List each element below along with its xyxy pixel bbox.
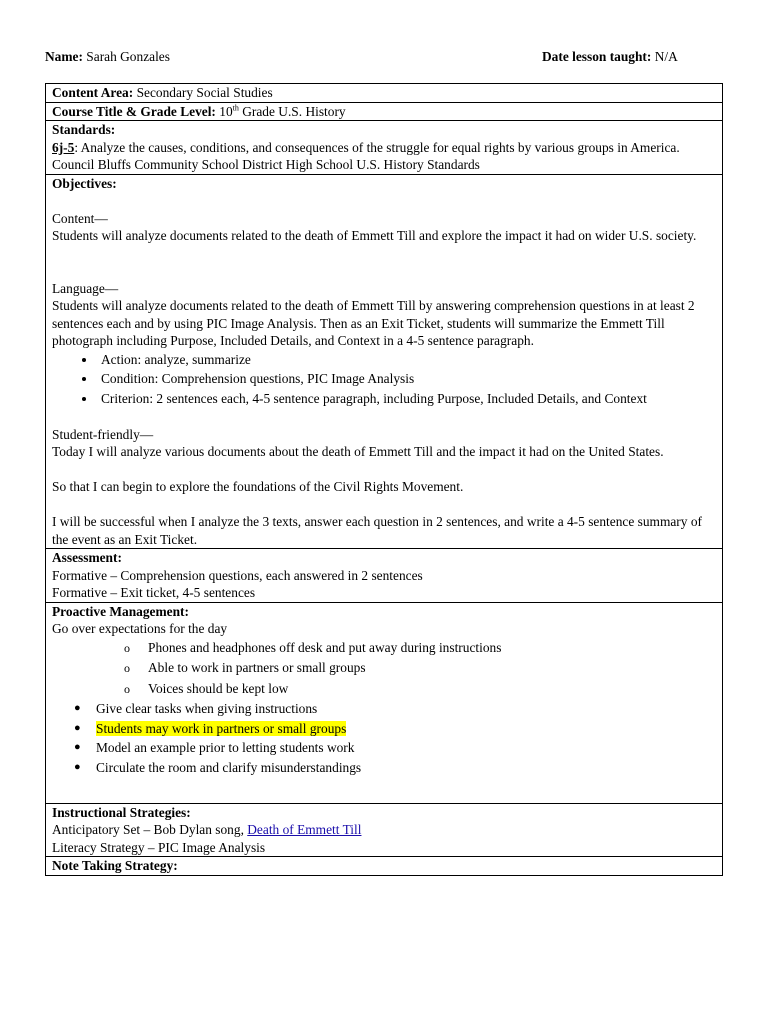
assessment-cell bbox=[46, 549, 723, 603]
management-list bbox=[52, 699, 716, 777]
student-friendly-heading: Student-friendly— bbox=[52, 426, 154, 442]
course-value: Grade U.S. History bbox=[242, 103, 346, 119]
course-grade-sup: th bbox=[232, 103, 239, 113]
standards-source: Council Bluffs Community School District High School U.S. History Standards bbox=[52, 157, 480, 172]
note-taking-row bbox=[46, 857, 723, 876]
list-item: • Action: analyze, summarize bbox=[97, 350, 716, 370]
proactive-management-row bbox=[46, 602, 723, 803]
date-label: Date lesson taught: bbox=[542, 49, 652, 64]
standards-cell bbox=[46, 121, 723, 175]
objectives-label: Objectives: bbox=[52, 175, 117, 191]
anticipatory-prefix: Anticipatory Set – Bob Dylan song, bbox=[52, 822, 248, 837]
death-of-emmett-till-link[interactable]: Death of Emmett Till bbox=[247, 822, 362, 837]
content-area-row bbox=[46, 84, 723, 103]
expectations-list bbox=[52, 638, 716, 700]
note-taking-cell bbox=[46, 857, 723, 876]
instructional-label: Instructional Strategies: bbox=[52, 804, 191, 820]
standards-code: 6j-5 bbox=[52, 139, 75, 155]
assessment-label: Assessment: bbox=[52, 550, 122, 565]
standards-row bbox=[46, 121, 723, 175]
list-item: ● Model an example prior to letting students work bbox=[96, 738, 716, 758]
instructional-strategies-cell bbox=[46, 803, 723, 857]
content-objective-text: Students will analyze documents related to the death of Emmett Till and explore the impact it had on wider U.S. society. bbox=[52, 228, 697, 243]
objectives-row bbox=[46, 174, 723, 549]
assessment-row bbox=[46, 549, 723, 603]
course-label: Course Title & Grade Level: bbox=[52, 103, 216, 119]
lesson-plan-table bbox=[45, 83, 723, 876]
course-row bbox=[46, 102, 723, 121]
name-value: Sarah Gonzales bbox=[86, 49, 170, 64]
course-cell bbox=[46, 102, 723, 121]
content-area-value: Secondary Social Studies bbox=[136, 85, 273, 100]
list-item: • Condition: Comprehension questions, PIC Image Analysis bbox=[97, 369, 716, 389]
assessment-item: Formative – Exit ticket, 4-5 sentences bbox=[52, 585, 256, 600]
student-name bbox=[45, 48, 170, 66]
student-friendly-text-1: Today I will analyze various documents about the death of Emmett Till and the impact it had on the United States. bbox=[52, 444, 664, 459]
name-label: Name: bbox=[45, 49, 83, 64]
student-friendly-text-2: So that I can begin to explore the foundations of the Civil Rights Movement. bbox=[52, 479, 464, 494]
standards-description: : Analyze the causes, conditions, and consequences of the struggle for equal rights by various groups in America. bbox=[74, 139, 680, 155]
document-header bbox=[45, 48, 695, 66]
assessment-item: Formative – Comprehension questions, each answered in 2 sentences bbox=[52, 567, 423, 583]
proactive-management-cell bbox=[46, 602, 723, 803]
date-taught bbox=[542, 48, 678, 66]
proactive-intro: Go over expectations for the day bbox=[52, 621, 228, 636]
student-friendly-text-3: I will be successful when I analyze the 3 texts, answer each question in 2 sentences, and write a 4-5 sentence summary of the event as an Exit Ticket. bbox=[52, 514, 702, 547]
content-objective-heading: Content— bbox=[52, 210, 108, 226]
list-item: ● Give clear tasks when giving instructions bbox=[96, 699, 716, 719]
note-taking-label: Note Taking Strategy: bbox=[52, 858, 178, 873]
objectives-cell bbox=[46, 174, 723, 549]
content-area-label: Content Area: bbox=[52, 85, 134, 100]
list-item: ● Circulate the room and clarify misunderstandings bbox=[96, 758, 716, 778]
standards-text bbox=[52, 139, 716, 157]
list-item: o Able to work in partners or small groups bbox=[148, 658, 716, 679]
literacy-strategy: Literacy Strategy – PIC Image Analysis bbox=[52, 839, 266, 855]
list-item bbox=[96, 719, 716, 739]
list-item: o Voices should be kept low bbox=[148, 679, 716, 700]
list-item: o Phones and headphones off desk and put away during instructions bbox=[148, 638, 716, 659]
instructional-strategies-row bbox=[46, 803, 723, 857]
highlighted-text: Students may work in partners or small groups bbox=[96, 720, 347, 736]
language-objective-text: Students will analyze documents related to the death of Emmett Till by answering comprehension questions in at least 2 sentences each and by using PIC Image Analysis. Then as an Exit Ticket, students will summarize the Emmett Till photograph including Purpose, Included Details, and Context in a 4-5 sentence paragraph. bbox=[52, 298, 695, 348]
objective-criteria-list bbox=[52, 350, 716, 409]
anticipatory-set bbox=[52, 821, 716, 839]
course-grade-num: 10 bbox=[219, 103, 233, 119]
language-objective-heading: Language— bbox=[52, 280, 119, 296]
date-value: N/A bbox=[654, 49, 678, 64]
proactive-label: Proactive Management: bbox=[52, 603, 189, 619]
list-item: • Criterion: 2 sentences each, 4-5 sentence paragraph, including Purpose, Included Details, and Context bbox=[97, 389, 716, 409]
standards-label: Standards: bbox=[52, 122, 116, 137]
content-area-cell bbox=[46, 84, 723, 103]
